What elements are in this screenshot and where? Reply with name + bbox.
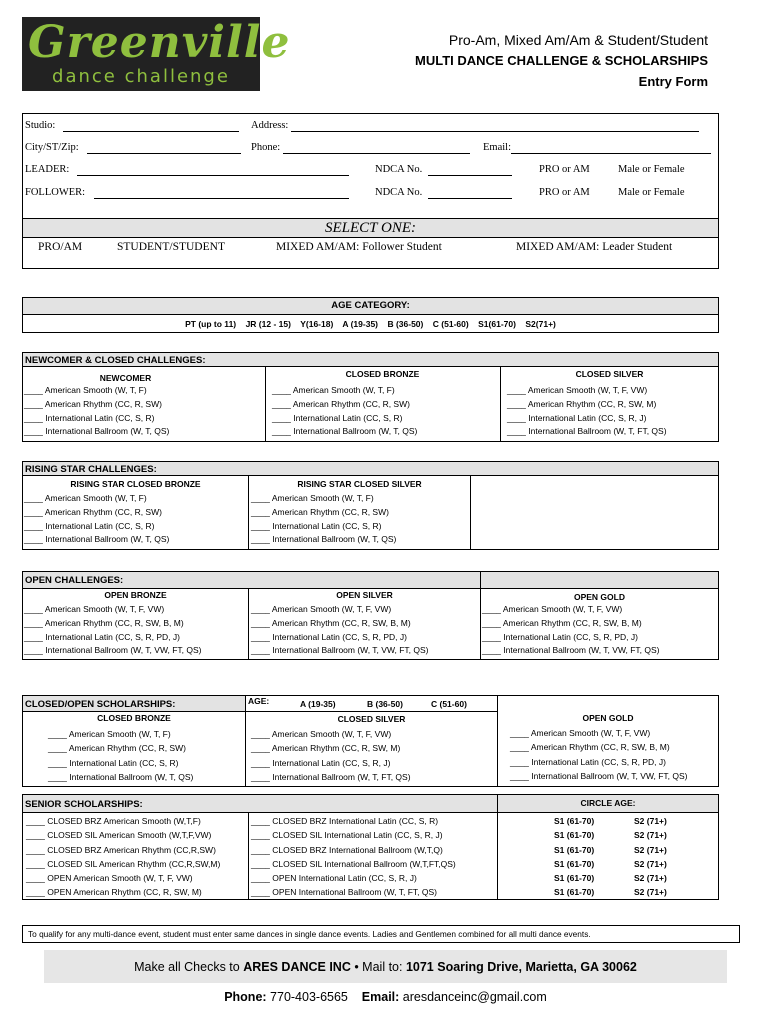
list-item[interactable] — [482, 644, 660, 658]
circle-age-s2-list — [634, 814, 667, 900]
leader-ndca-label: NDCA No. — [375, 164, 423, 175]
phone-label: Phone: — [251, 142, 281, 153]
blank: ____ — [26, 887, 45, 898]
list-item-label: CLOSED SIL American Smooth (W,T,F,VW) — [47, 830, 212, 841]
option-student-student[interactable]: STUDENT/STUDENT — [117, 241, 225, 253]
list-item[interactable] — [251, 533, 396, 547]
list-item-label: International Ballroom (W, T, FT, QS) — [272, 771, 411, 782]
list-item-label: OPEN American Smooth (W, T, F, VW) — [47, 873, 193, 884]
blank: ____ — [48, 729, 67, 739]
blank: ____ — [251, 873, 270, 884]
senior-title: SENIOR SCHOLARSHIPS: — [25, 799, 143, 810]
list-item-label: American Smooth (W, T, F, VW) — [530, 728, 651, 738]
list-item[interactable] — [48, 770, 193, 784]
scholar-title: CLOSED/OPEN SCHOLARSHIPS: — [25, 699, 176, 710]
header-subtitle: Pro-Am, Mixed Am/Am & Student/Student — [448, 32, 708, 48]
list-item[interactable] — [26, 828, 220, 842]
blank: ____ — [24, 506, 43, 517]
blank: ____ — [26, 858, 45, 869]
open-bronze-list — [24, 603, 202, 658]
open-bronze-head: OPEN BRONZE — [104, 590, 167, 600]
blank: ____ — [251, 506, 270, 517]
blank: ____ — [510, 742, 529, 753]
age-option-s1[interactable]: S1 (61-70) — [554, 844, 595, 855]
follower-gender[interactable]: Male or Female — [618, 187, 685, 198]
blank: ____ — [24, 493, 43, 503]
list-item[interactable] — [507, 384, 667, 398]
list-item[interactable] — [510, 755, 688, 769]
logo — [22, 17, 291, 91]
divider — [480, 572, 481, 589]
list-item[interactable] — [251, 885, 456, 899]
list-item[interactable] — [510, 740, 688, 754]
blank: ____ — [251, 830, 270, 841]
list-item-label: American Smooth (W, T, F, VW) — [502, 604, 623, 614]
blank: ____ — [24, 534, 43, 545]
list-item[interactable] — [251, 871, 456, 885]
age-option-s1[interactable]: S1 (61-70) — [554, 858, 595, 869]
list-item-label: American Smooth (W, T, F) — [271, 493, 374, 503]
phone-label: Phone: — [224, 990, 267, 1004]
circle-age-s1-list — [554, 814, 594, 900]
blank: ____ — [507, 398, 526, 409]
scholar-age-a[interactable]: A (19-35) — [300, 699, 336, 709]
list-item-label: American Rhythm (CC, R, SW) — [68, 743, 186, 754]
scholar-gold-list — [510, 726, 688, 783]
list-item[interactable] — [251, 617, 429, 631]
list-item-label: International Ballroom (W, T, QS) — [293, 426, 418, 437]
list-item[interactable] — [48, 727, 193, 741]
blank: ____ — [24, 617, 43, 628]
list-item[interactable] — [507, 425, 667, 439]
email-label: Email: — [483, 142, 511, 153]
blank: ____ — [26, 844, 45, 855]
blank: ____ — [482, 645, 501, 656]
list-item-label: American Smooth (W, T, F) — [292, 385, 395, 395]
senior-list-2 — [251, 814, 456, 900]
open-title: OPEN CHALLENGES: — [25, 575, 124, 586]
qualification-note: To qualify for any multi-dance event, student must enter same dances in single dance events. Ladies and Gentlemen combined for all multi dance events. — [28, 929, 591, 939]
blank: ____ — [510, 728, 529, 738]
closed-silver-col-head: CLOSED SILVER — [575, 369, 644, 379]
blank: ____ — [251, 493, 270, 503]
age-option-s1[interactable]: S1 (61-70) — [554, 873, 595, 884]
blank: ____ — [24, 426, 43, 437]
list-item[interactable] — [272, 425, 417, 439]
list-item-label: International Latin (CC, S, R, PD, J) — [272, 631, 407, 642]
logo-subtitle: dance challenge — [52, 66, 230, 87]
studio-field[interactable] — [63, 131, 239, 132]
list-item-label: International Ballroom (W, T, QS) — [69, 771, 194, 782]
list-item-label: American Smooth (W, T, F) — [44, 385, 147, 395]
divider — [497, 696, 498, 787]
list-item-label: International Latin (CC, S, R) — [272, 520, 382, 531]
list-item[interactable] — [24, 631, 202, 645]
checks-prefix: Make all Checks to — [134, 960, 244, 974]
blank: ____ — [510, 770, 529, 781]
list-item[interactable] — [251, 770, 411, 784]
list-item[interactable] — [251, 603, 429, 617]
list-item-label: American Smooth (W, T, F, VW) — [271, 729, 392, 739]
divider — [248, 813, 249, 900]
list-item-label: International Latin (CC, S, R, PD, J) — [45, 631, 180, 642]
list-item-label: CLOSED SIL International Latin (CC, S, R, J) — [272, 830, 443, 841]
age-option-s2[interactable]: S2 (71+) — [634, 816, 667, 826]
address-field[interactable] — [291, 131, 699, 132]
list-item[interactable] — [26, 885, 220, 899]
email-field[interactable] — [511, 153, 711, 154]
blank: ____ — [251, 631, 270, 642]
list-item[interactable] — [24, 412, 169, 426]
age-category-title: AGE CATEGORY: — [23, 298, 718, 315]
phone-field[interactable] — [283, 153, 470, 154]
logo-title: Greenville — [28, 17, 291, 68]
blank: ____ — [251, 844, 270, 855]
age-option-s2[interactable]: S2 (71+) — [634, 873, 667, 884]
blank: ____ — [272, 426, 291, 437]
blank: ____ — [251, 858, 270, 869]
list-item[interactable] — [26, 814, 220, 828]
list-item-label: OPEN International Latin (CC, S, R, J) — [272, 873, 417, 884]
list-item-label: International Latin (CC, S, R) — [293, 412, 403, 423]
blank: ____ — [24, 385, 43, 395]
city-label: City/ST/Zip: — [25, 142, 79, 153]
list-item-label: American Rhythm (CC, R, SW, B, M) — [502, 617, 642, 628]
list-item-label: International Latin (CC, S, R, PD, J) — [503, 631, 638, 642]
rising-bronze-head: RISING STAR CLOSED BRONZE — [70, 479, 201, 489]
blank: ____ — [507, 426, 526, 437]
divider — [497, 795, 498, 900]
blank: ____ — [26, 830, 45, 841]
list-item[interactable] — [26, 843, 220, 857]
rising-bronze-list — [24, 492, 169, 547]
list-item[interactable] — [24, 520, 169, 534]
age-option-s2[interactable]: S2 (71+) — [634, 887, 667, 898]
header-title: MULTI DANCE CHALLENGE & SCHOLARSHIPS — [415, 53, 708, 68]
phone-number[interactable]: 770-403-6565 — [266, 990, 348, 1004]
blank: ____ — [251, 617, 270, 628]
list-item-label: American Rhythm (CC, R, SW, B, M) — [44, 617, 184, 628]
follower-field[interactable] — [94, 198, 349, 199]
follower-label: FOLLOWER: — [25, 187, 86, 198]
open-gold-list — [482, 603, 660, 658]
email-address[interactable]: aresdanceinc@gmail.com — [399, 990, 547, 1004]
blank: ____ — [251, 816, 270, 826]
list-item-label: American Rhythm (CC, R, SW) — [271, 506, 389, 517]
list-item[interactable] — [24, 398, 169, 412]
newcomer-title: NEWCOMER & CLOSED CHALLENGES: — [25, 355, 206, 366]
list-item-label: CLOSED BRZ American Smooth (W,T,F) — [47, 816, 201, 826]
scholar-age-c[interactable]: C (51-60) — [431, 699, 467, 709]
leader-gender[interactable]: Male or Female — [618, 164, 685, 175]
age-option-s2[interactable]: S2 (71+) — [634, 858, 667, 869]
list-item[interactable] — [482, 631, 660, 645]
option-mixed-follower[interactable]: MIXED AM/AM: Follower Student — [276, 241, 442, 253]
list-item[interactable] — [482, 603, 660, 617]
blank: ____ — [26, 816, 45, 826]
open-silver-list — [251, 603, 429, 658]
list-item-label: American Rhythm (CC, R, SW, B, M) — [530, 742, 670, 753]
senior-list-1 — [26, 814, 220, 900]
list-item[interactable] — [251, 492, 396, 506]
scholar-age-b[interactable]: B (36-50) — [367, 699, 403, 709]
list-item-label: International Ballroom (W, T, QS) — [272, 534, 397, 545]
list-item-label: CLOSED SIL International Ballroom (W,T,FT,QS) — [272, 858, 456, 869]
list-item-label: American Rhythm (CC, R, SW) — [292, 398, 410, 409]
mail-prefix: • Mail to: — [350, 960, 406, 974]
list-item-label: American Smooth (W, T, F, VW) — [44, 604, 165, 614]
header-entry-form: Entry Form — [638, 74, 708, 89]
list-item-label: International Ballroom (W, T, VW, FT, QS) — [272, 645, 429, 656]
option-pro-am[interactable]: PRO/AM — [38, 241, 83, 253]
list-item[interactable] — [24, 506, 169, 520]
email-label: Email: — [361, 990, 400, 1004]
blank: ____ — [507, 412, 526, 423]
list-item-label: International Ballroom (W, T, FT, QS) — [528, 426, 667, 437]
list-item[interactable] — [251, 857, 456, 871]
follower-ndca-label: NDCA No. — [375, 187, 423, 198]
blank: ____ — [24, 604, 43, 614]
list-item-label: American Smooth (W, T, F, VW) — [271, 604, 392, 614]
list-item-label: OPEN International Ballroom (W, T, FT, QS) — [272, 887, 437, 898]
checks-line — [44, 959, 727, 975]
checks-payee: ARES DANCE INC — [243, 960, 351, 974]
leader-label: LEADER: — [25, 164, 70, 175]
list-item-label: American Smooth (W, T, F) — [44, 493, 147, 503]
list-item-label: International Ballroom (W, T, VW, FT, QS) — [503, 645, 660, 656]
list-item[interactable] — [24, 384, 169, 398]
blank: ____ — [251, 771, 270, 782]
leader-field[interactable] — [77, 175, 349, 176]
blank: ____ — [48, 743, 67, 754]
blank: ____ — [251, 729, 270, 739]
list-item[interactable] — [24, 617, 202, 631]
age-option-s2[interactable]: S2 (71+) — [634, 830, 667, 841]
header-block — [288, 31, 708, 91]
leader-ndca-field[interactable] — [428, 175, 512, 176]
blank: ____ — [482, 631, 501, 642]
newcomer-col-head: NEWCOMER — [99, 373, 152, 383]
rising-title: RISING STAR CHALLENGES: — [25, 464, 157, 475]
list-item-label: American Rhythm (CC, R, SW) — [44, 398, 162, 409]
scholar-age-label: AGE: — [248, 696, 270, 706]
blank: ____ — [24, 398, 43, 409]
list-item-label: International Ballroom (W, T, VW, FT, QS) — [531, 770, 688, 781]
closed-silver-list — [507, 384, 667, 439]
age-category-list: PT (up to 11) JR (12 - 15) Y(16-18) A (19-35) B (36-50) C (51-60) S1(61-70) S2(71+) — [185, 319, 556, 329]
list-item-label: American Rhythm (CC, R, SW) — [44, 506, 162, 517]
age-option-s1[interactable]: S1 (61-70) — [554, 887, 595, 898]
blank: ____ — [251, 604, 270, 614]
mail-address: 1071 Soaring Drive, Marietta, GA 30062 — [405, 960, 637, 974]
age-option-s1[interactable]: S1 (61-70) — [554, 816, 595, 826]
open-silver-head: OPEN SILVER — [336, 590, 393, 600]
option-mixed-leader[interactable]: MIXED AM/AM: Leader Student — [516, 241, 673, 253]
list-item[interactable] — [24, 492, 169, 506]
follower-ndca-field[interactable] — [428, 198, 512, 199]
open-gold-head: OPEN GOLD — [573, 592, 625, 602]
scholar-bronze-list — [48, 727, 193, 784]
blank: ____ — [272, 385, 291, 395]
list-item[interactable] — [24, 603, 202, 617]
list-item[interactable] — [251, 828, 456, 842]
blank: ____ — [251, 757, 270, 768]
list-item[interactable] — [251, 727, 411, 741]
divider — [470, 476, 471, 550]
list-item-label: CLOSED BRZ International Ballroom (W,T,Q) — [272, 844, 443, 855]
age-option-s2[interactable]: S2 (71+) — [634, 844, 667, 855]
blank: ____ — [272, 398, 291, 409]
blank: ____ — [24, 645, 43, 656]
list-item-label: International Ballroom (W, T, QS) — [45, 534, 170, 545]
list-item-label: International Latin (CC, S, R) — [69, 757, 179, 768]
scholar-gold-head: OPEN GOLD — [582, 713, 634, 723]
list-item[interactable] — [507, 398, 667, 412]
age-option-s1[interactable]: S1 (61-70) — [554, 830, 595, 841]
list-item-label: International Latin (CC, S, R, J) — [528, 412, 647, 423]
studio-label: Studio: — [25, 120, 56, 131]
list-item[interactable] — [251, 644, 429, 658]
list-item[interactable] — [251, 631, 429, 645]
list-item[interactable] — [272, 384, 417, 398]
list-item-label: OPEN American Rhythm (CC, R, SW, M) — [47, 887, 202, 898]
list-item-label: CLOSED BRZ American Rhythm (CC,R,SW) — [47, 844, 216, 855]
list-item[interactable] — [272, 412, 417, 426]
blank: ____ — [510, 756, 529, 767]
blank: ____ — [26, 873, 45, 884]
list-item[interactable] — [24, 425, 169, 439]
list-item-label: International Latin (CC, S, R) — [45, 412, 155, 423]
list-item-label: American Rhythm (CC, R, SW, M) — [271, 743, 401, 754]
closed-bronze-list — [272, 384, 417, 439]
list-item-label: International Latin (CC, S, R, J) — [272, 757, 391, 768]
contact-line — [44, 989, 727, 1005]
blank: ____ — [24, 412, 43, 423]
city-field[interactable] — [87, 153, 241, 154]
blank: ____ — [48, 771, 67, 782]
blank: ____ — [251, 534, 270, 545]
circle-age-title: CIRCLE AGE: — [580, 798, 636, 808]
closed-bronze-col-head: CLOSED BRONZE — [345, 369, 420, 379]
list-item[interactable] — [251, 814, 456, 828]
blank: ____ — [24, 520, 43, 531]
list-item-label: American Smooth (W, T, F, VW) — [527, 385, 648, 395]
blank: ____ — [24, 631, 43, 642]
leader-pro-am[interactable]: PRO or AM — [539, 164, 590, 175]
list-item-label: International Ballroom (W, T, VW, FT, QS) — [45, 645, 202, 656]
list-item[interactable] — [272, 398, 417, 412]
list-item[interactable] — [482, 617, 660, 631]
list-item[interactable] — [24, 533, 169, 547]
scholar-bronze-head: CLOSED BRONZE — [97, 713, 171, 723]
blank: ____ — [272, 412, 291, 423]
address-label: Address: — [251, 120, 289, 131]
divider — [245, 696, 246, 787]
blank: ____ — [507, 385, 526, 395]
newcomer-list — [24, 384, 169, 439]
list-item[interactable] — [510, 726, 688, 740]
list-item[interactable] — [48, 741, 193, 755]
blank: ____ — [251, 743, 270, 754]
blank: ____ — [482, 604, 501, 614]
list-item-label: American Rhythm (CC, R, SW, B, M) — [271, 617, 411, 628]
list-item-label: American Smooth (W, T, F) — [68, 729, 171, 739]
rising-silver-head: RISING STAR CLOSED SILVER — [297, 479, 422, 489]
list-item[interactable] — [251, 520, 396, 534]
list-item-label: International Latin (CC, S, R, PD, J) — [531, 756, 666, 767]
blank: ____ — [251, 520, 270, 531]
list-item-label: International Ballroom (W, T, QS) — [45, 426, 170, 437]
rising-silver-list — [251, 492, 396, 547]
list-item[interactable] — [251, 506, 396, 520]
scholar-silver-head: CLOSED SILVER — [337, 714, 406, 724]
list-item[interactable] — [48, 756, 193, 770]
list-item-label: American Rhythm (CC, R, SW, M) — [527, 398, 657, 409]
list-item[interactable] — [26, 871, 220, 885]
list-item[interactable] — [26, 857, 220, 871]
list-item[interactable] — [510, 769, 688, 783]
blank: ____ — [48, 757, 67, 768]
divider — [245, 711, 497, 712]
list-item-label: International Latin (CC, S, R) — [45, 520, 155, 531]
follower-pro-am[interactable]: PRO or AM — [539, 187, 590, 198]
list-item[interactable] — [507, 412, 667, 426]
list-item[interactable] — [24, 644, 202, 658]
list-item[interactable] — [251, 756, 411, 770]
blank: ____ — [482, 617, 501, 628]
blank: ____ — [251, 645, 270, 656]
scholar-silver-list — [251, 727, 411, 784]
blank: ____ — [251, 887, 270, 898]
list-item[interactable] — [251, 843, 456, 857]
open-title-bar — [23, 572, 718, 589]
list-item[interactable] — [251, 741, 411, 755]
list-item-label: CLOSED BRZ International Latin (CC, S, R) — [272, 816, 439, 826]
list-item-label: CLOSED SIL American Rhythm (CC,R,SW,M) — [47, 858, 221, 869]
select-one-title: SELECT ONE: — [325, 220, 416, 236]
